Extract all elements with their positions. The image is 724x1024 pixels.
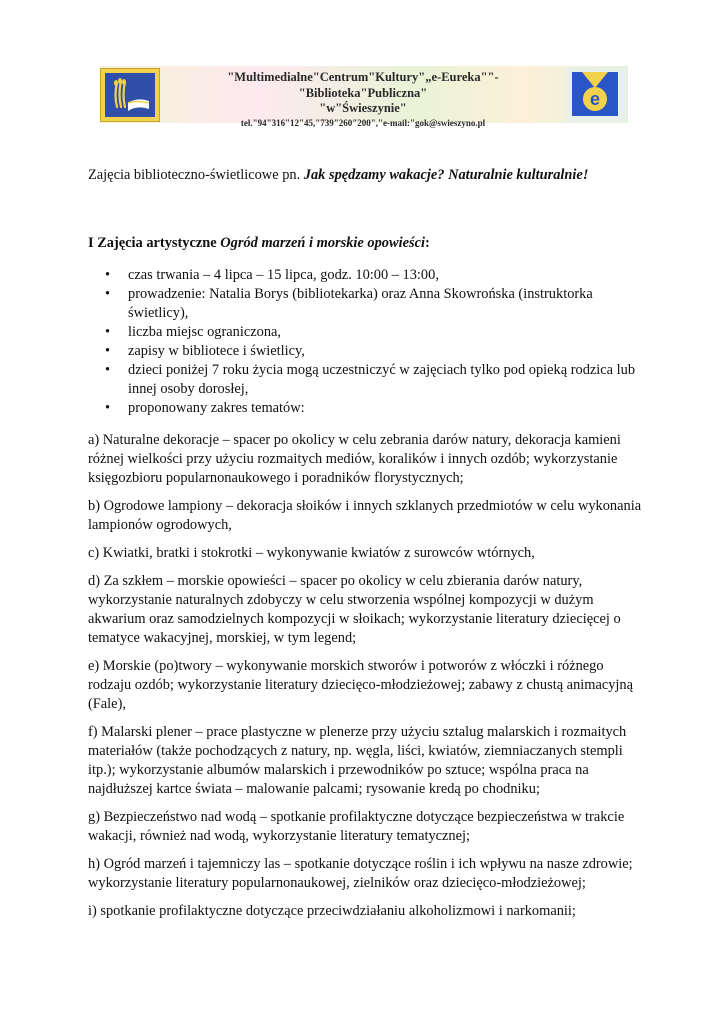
list-item: • dzieci poniżej 7 roku życia mogą uczestniczyć w zajęciach tylko pod opieką rodzica lub innej osoby dorosłej, bbox=[128, 361, 648, 399]
e-eureka-logo-icon bbox=[572, 72, 618, 116]
topic-paragraph: a) Naturalne dekoracje – spacer po okolicy w celu zebrania darów natury, dekoracja kamieni różnej wielkości przy użyciu rozmaitych mediów, koralików i innych ozdób; wykorzystanie księgozbioru popularnonaukowego i poradników florystycznych; bbox=[88, 432, 621, 486]
document-body bbox=[88, 166, 648, 921]
list-item: • czas trwania – 4 lipca – 15 lipca, godz. 10:00 – 13:00, bbox=[128, 266, 648, 285]
list-item: • proponowany zakres tematów: bbox=[128, 399, 648, 418]
topic-paragraph: e) Morskie (po)twory – wykonywanie morskich stworów i potworów z włóczki i różnego rodzaju ozdób; wykorzystanie literatury dziecięco-młodzieżowej; zabawy z chustą animacyjną (Fale), bbox=[88, 658, 634, 712]
svg-text:e: e bbox=[589, 89, 601, 109]
topic-paragraph: g) Bezpieczeństwo nad wodą – spotkanie profilaktyczne dotyczące bezpieczeństwa w trakcie wakacji, również nad wodą, wykorzystanie literatury tematycznej; bbox=[88, 809, 625, 844]
letterhead-location: "w"Świeszynie" bbox=[319, 101, 407, 115]
book-wheat-logo-icon bbox=[105, 73, 155, 117]
letterhead-title: "Multimedialne"Centrum"Kultury"„e-Eureka""-"Biblioteka"Publiczna" bbox=[227, 70, 499, 100]
section-heading bbox=[88, 234, 648, 253]
section-heading-title: Ogród marzeń i morskie opowieści bbox=[220, 235, 425, 251]
topic-paragraph: b) Ogrodowe lampiony – dekoracja słoików i innych szklanych przedmiotów w celu wykonania lampionów ogrodowych, bbox=[88, 498, 642, 533]
library-logo bbox=[100, 68, 160, 122]
letterhead-contact: tel."94"316"12"45,"739"260"200","e-mail:"gok@swieszyno.pl bbox=[240, 118, 486, 128]
topic-paragraph: d) Za szkłem – morskie opowieści – spacer po okolicy w celu zbierania darów natury, wykorzystanie naturalnych zdobyczy w celu stworzenia wspólnej kompozycji w dużym akwarium oraz samodzielnych kompozycji w słoikach; wykorzystanie literatury dziecięcej o tematyce wakacyjnej, morskiej, w tym legend; bbox=[88, 573, 621, 646]
topic-paragraph: f) Malarski plener – prace plastyczne w plenerze przy użyciu sztalug malarskich i rozmaitych materiałów (także pochodzących z natury, np. węgla, liści, kwiatów, ziemniaczanych stempli itp.); wykorzystanie albumów malarskich i przewodników po sztuce; wspólna praca na najdłuższej kartce świata – malowanie palcami; rysowanie kredą po chodniku; bbox=[88, 724, 627, 797]
info-list bbox=[88, 266, 648, 418]
topic-paragraph: i) spotkanie profilaktyczne dotyczące przeciwdziałaniu alkoholizmowi i narkomanii; bbox=[88, 903, 576, 919]
topic-paragraph: h) Ogród marzeń i tajemniczy las – spotkanie dotyczące roślin i ich wpływu na nasze zdrowie; wykorzystanie literatury popularnonaukowej, zielników oraz dziecięco-młodzieżowej; bbox=[88, 856, 633, 891]
list-item: • prowadzenie: Natalia Borys (bibliotekarka) oraz Anna Skowrońska (instruktorka świetlicy), bbox=[128, 285, 648, 323]
letterhead-text bbox=[165, 69, 561, 130]
intro-prefix: Zajęcia biblioteczno-świetlicowe pn. bbox=[88, 167, 304, 183]
section-heading-suffix: : bbox=[424, 235, 430, 251]
list-item: • zapisy w bibliotece i świetlicy, bbox=[128, 342, 648, 361]
topic-paragraph: c) Kwiatki, bratki i stokrotki – wykonywanie kwiatów z surowców wtórnych, bbox=[88, 545, 535, 561]
list-item: • liczba miejsc ograniczona, bbox=[128, 323, 648, 342]
program-title: Jak spędzamy wakacje? Naturalnie kulturalnie! bbox=[303, 167, 589, 183]
intro-line bbox=[88, 166, 648, 185]
section-heading-prefix: I Zajęcia artystyczne bbox=[88, 235, 221, 251]
e-eureka-logo bbox=[566, 68, 626, 122]
